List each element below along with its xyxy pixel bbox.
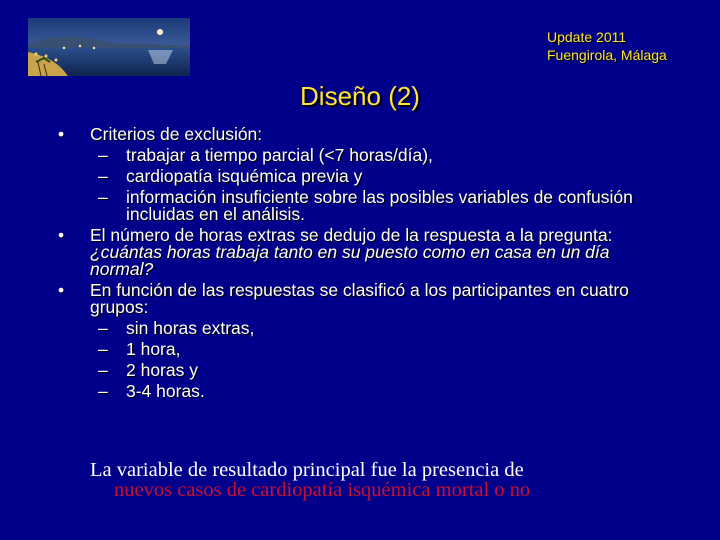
bullet-text: Criterios de exclusión:	[90, 124, 263, 144]
subitem-text: 2 horas y	[126, 360, 198, 380]
slide-title: Diseño (2)	[300, 81, 420, 111]
subitem-text: 3-4 horas.	[126, 381, 205, 401]
subitem	[58, 168, 668, 185]
question-text: ¿cuántas horas trabaja tanto en su puesto como en casa en un día normal?	[90, 242, 610, 279]
conference-name: Update 2011	[547, 29, 627, 45]
subitem	[58, 341, 668, 358]
subitem	[58, 147, 668, 164]
footer-text	[90, 460, 530, 500]
subitem-text: información insuficiente sobre las posibles variables de confusión incluidas en el análisis.	[126, 187, 633, 224]
subitem-text: trabajar a tiempo parcial (<7 horas/día),	[126, 145, 433, 165]
subitem	[58, 383, 668, 400]
slide-body	[58, 126, 668, 404]
dash-icon: –	[98, 318, 108, 338]
coastal-night-photo	[28, 18, 190, 76]
bullet-groups	[58, 282, 668, 316]
bullet-text: El número de horas extras se dedujo de la respuesta a la pregunta:	[90, 225, 613, 245]
conference-location: Fuengirola, Málaga	[547, 47, 667, 63]
bullet-text: En función de las respuestas se clasificó a los participantes en cuatro grupos:	[90, 280, 629, 317]
dash-icon: –	[98, 166, 108, 186]
bullet-icon: •	[58, 124, 65, 144]
dash-icon: –	[98, 145, 108, 165]
bullet-overtime-question	[58, 227, 668, 278]
dash-icon: –	[98, 339, 108, 359]
bullet-icon: •	[58, 225, 65, 245]
dash-icon: –	[98, 360, 108, 380]
bullet-icon: •	[58, 280, 65, 300]
subitem	[58, 320, 668, 337]
dash-icon: –	[98, 381, 108, 401]
dash-icon: –	[98, 187, 108, 207]
bullet-exclusion-criteria	[58, 126, 668, 143]
subitem-text: cardiopatía isquémica previa y	[126, 166, 363, 186]
subitem-text: 1 hora,	[126, 339, 181, 359]
subitem	[58, 362, 668, 379]
footer-line-1: La variable de resultado principal fue la presencia de	[90, 459, 524, 481]
footer-line-2: nuevos casos de cardiopatía isquémica mortal o no	[114, 479, 531, 501]
conference-info	[547, 28, 667, 64]
subitem-text: sin horas extras,	[126, 318, 255, 338]
subitem	[58, 189, 668, 223]
